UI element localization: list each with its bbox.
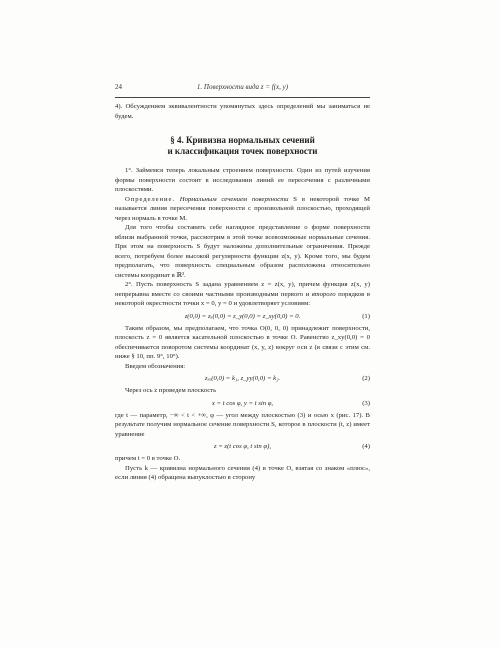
paragraph-4: Таким образом, мы предполагаем, что точка O(0, 0, 0) принадлежит поверхности, плоскость z = 0 является касательной плоскостью в точке O. Равенство z_xy(0,0) = 0 обеспечивается поворотом системы координат (x, y, z) вокруг оси z (в связи с этим см. ниже § 10, пп. 9°, 10°). (115, 324, 370, 360)
book-page (115, 83, 370, 483)
equation-2 (115, 371, 370, 386)
equation-1-number: (1) (362, 312, 370, 320)
paragraph-5: Введем обозначения: (125, 362, 186, 370)
section-title-line-2: и классификация точек поверхности (167, 146, 318, 156)
definition-label: Определение. (125, 195, 175, 203)
paragraph-8: причем t = 0 в точке O. (115, 455, 181, 462)
equation-4 (115, 439, 370, 454)
equation-3-formula: x = t cos φ, y = t sin φ, (211, 399, 274, 407)
equation-2-number: (2) (362, 375, 370, 382)
section-title-line-1: § 4. Кривизна нормальных сечений (170, 135, 315, 145)
page-number: 24 (115, 83, 122, 91)
page-header (115, 83, 370, 98)
paragraph-9: Пусть k — кривизна нормального сечения (4) в точке O, взятая со знаком «плюс», если линия (4) обращена выпуклостью в сторону (115, 464, 370, 481)
paragraph-7: где t — параметр, −∞ < t < +∞, φ — угол между плоскостью (3) и осью x (рис. 17). В результате получим нормальное сечение поверхности S, которое в плоскости (t, z) имеет уравнение (115, 411, 370, 438)
paragraph-3-b: порядков в некоторой окрестности точки x = 0, y = 0 и удовлетворяет условиям: (115, 290, 370, 307)
equation-2-formula: zₓₓ(0,0) = k₁, z_yy(0,0) = k₂. (204, 375, 281, 382)
equation-4-number: (4) (362, 443, 370, 450)
definition-paragraph (115, 195, 370, 224)
equation-1-formula: z(0,0) = zₓ(0,0) = z_y(0,0) = z_xy(0,0) = 0. (184, 312, 301, 320)
equation-3 (115, 396, 370, 411)
definition-text: S в некоторой точке M называется линия пересечения поверхности с произвольной плоскостью, проходящей через нормаль в точке M. (115, 195, 370, 222)
intro-tail-paragraph: 4). Обсуждением эквивалентности упомянутых здесь определений мы заниматься не будем. (115, 103, 370, 120)
equation-1 (115, 309, 370, 324)
paragraph-1: 1°. Займемся теперь локальным строением поверхности. Один из путей изучения формы поверхности состоит в исследовании линий ее пересечения с различными плоскостями. (115, 167, 370, 193)
paragraph-3 (115, 280, 370, 309)
paragraph-2: Для того чтобы составить себе наглядное представление о форме поверхности вблизи выбранной точки, рассмотрим в этой точке всевозможные нормальные сечения. При этом на поверхность S будут наложены дополнительные ограничения. Прежде всего, потребуем более высокой регулярности функции z(x, y). Кроме того, мы будем предполагать, что поверхность специальным образом расположена относительно системы координат в ℝ³. (115, 224, 370, 279)
definition-term: Нормальным сечением поверхности (179, 195, 289, 203)
paragraph-6: Через ось z проведем плоскость (125, 387, 217, 394)
paragraph-3-emphasis: второго (311, 290, 336, 298)
paragraph-3-a: 2°. Пусть поверхность S задана уравнением z = z(x, y), причем функция z(x, y) непрерывна вместе со своими частными производными первого и (115, 281, 370, 298)
running-title: 1. Поверхности вида z = f(x, y) (196, 83, 289, 91)
equation-3-number: (3) (362, 399, 370, 407)
section-title (115, 135, 370, 157)
equation-4-formula: z = z(t cos φ, t sin φ), (213, 443, 272, 450)
